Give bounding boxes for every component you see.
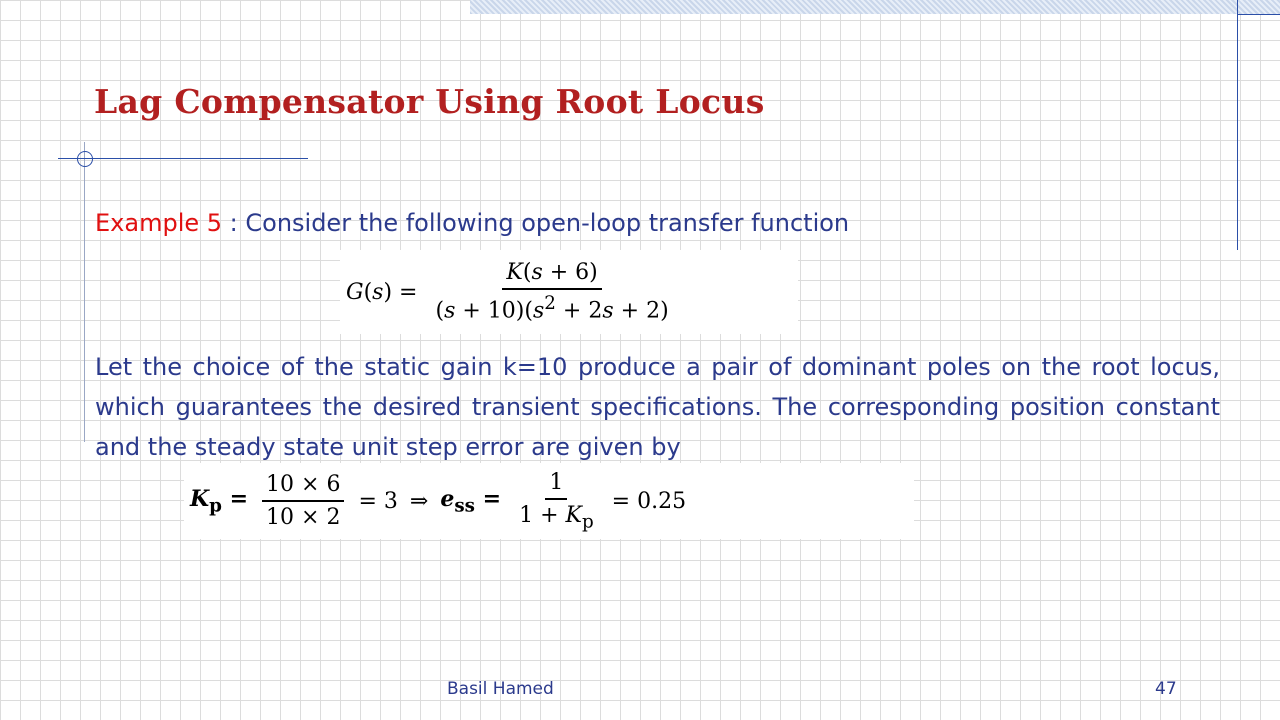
kp-result: = 3 <box>358 488 398 514</box>
kp-fraction <box>262 472 344 530</box>
tf-numerator: K(s + 6) <box>502 260 601 290</box>
ess-numerator: 1 <box>545 470 567 500</box>
crosshair-circle-icon <box>77 151 93 167</box>
tf-lhs: G(s) = <box>346 279 418 305</box>
footer-author: Basil Hamed <box>447 679 554 699</box>
page-number: 47 <box>1155 679 1177 699</box>
ess-denominator: $1 + K_p$ <box>519 502 594 533</box>
example-text: : Consider the following open-loop transfer function <box>222 209 850 237</box>
kp-lhs: $K_p$ = <box>190 485 249 517</box>
right-horizontal-rule <box>1237 14 1280 15</box>
right-vertical-rule <box>1237 0 1238 250</box>
implies-arrow: ⇒ <box>409 488 429 514</box>
left-vertical-rule <box>84 142 85 442</box>
kp-numerator: 10 × 6 <box>262 472 344 502</box>
example-intro <box>95 209 1220 239</box>
position-constant-equation <box>184 463 914 539</box>
tf-denominator: $(s + 10)(s^2 + 2s + 2)$ <box>435 293 669 324</box>
body-paragraph: Let the choice of the static gain k=10 produce a pair of dominant poles on the root locus, which guarantees the desired transient specifications. The corresponding position constant and the steady state unit step error are given by <box>95 353 1220 461</box>
transfer-function-equation <box>340 250 798 334</box>
top-decorative-bar <box>470 0 1280 14</box>
tf-fraction <box>431 260 672 323</box>
kp-denominator: 10 × 2 <box>266 505 341 530</box>
ess-result: = 0.25 <box>611 488 687 514</box>
slide-title: Lag Compensator Using Root Locus <box>94 82 765 121</box>
ess-lhs: $e_{ss}$ = <box>440 485 502 517</box>
left-horizontal-rule <box>58 158 308 159</box>
example-label: Example 5 <box>95 209 223 237</box>
ess-fraction <box>515 470 598 532</box>
